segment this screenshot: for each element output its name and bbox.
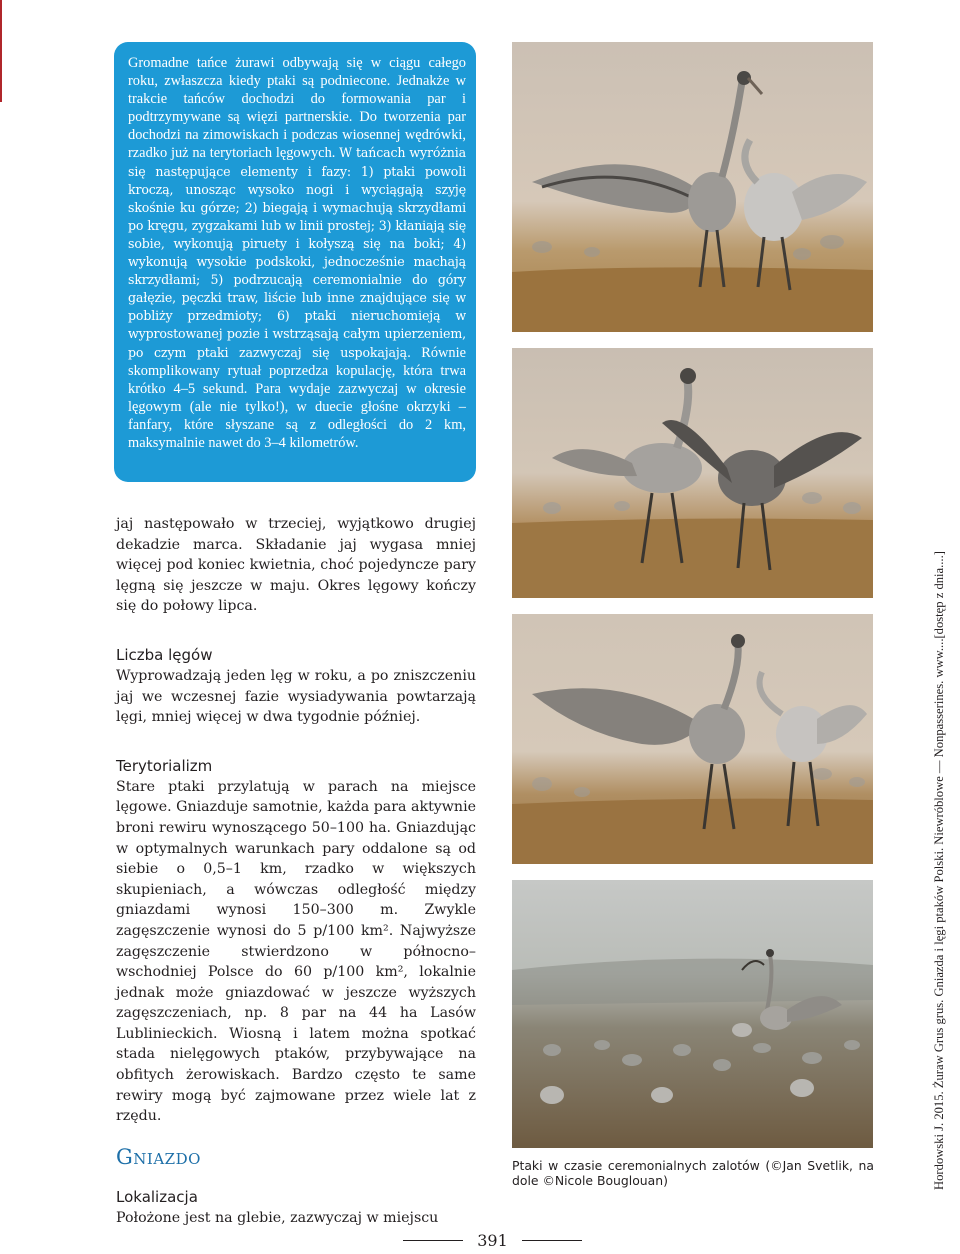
photo-caption: Ptaki w czasie ceremonialnych zalotów (©Jan Svetlik, na dole ©Nicole Bouglouan): [512, 1158, 874, 1188]
crane-photo-3: [512, 614, 873, 864]
crane-photo-4: [512, 880, 873, 1148]
side-reference: Hordowski J. 2015. Żuraw Grus grus. Gniazda i lęgi ptaków Polski. Niewróblowe — Nonpasserines. www....[dostęp z dnia....]: [932, 551, 946, 1190]
heading-lokalizacja: Lokalizacja: [116, 1187, 198, 1206]
heading-liczba-legow: Liczba lęgów: [116, 645, 213, 664]
terytorializm-paragraph: Stare ptaki przylatują w parach na miejsce lęgowe. Gniazduje samotnie, każda para aktywnie broni rewiru wynoszącego 50–100 ha. Gniazdując w optymalnych warunkach pary oddalone są od siebie o 0,5–1 km, rzadko w większych skupieniach, a wówczas odległość między gniazdami wynosi 150–300 m. Zwykle zagęszczenie wynosi do 5 p/100 km². Najwyższe zagęszczenie stwierdzono w północno–wschodniej Polsce do 60 p/100 km², lokalnie jednak może gniazdować w jeszcze wyższych zagęszczeniach, np. 8 par na 44 ha Lasów Lublinieckich. Wiosną i latem można spotkać stada nielęgowych ptaków, przybywające na obfitych żerowiskach. Bardzo często te same rewiry mogą być zajmowane przez wiele lat z rzędu.: [116, 778, 476, 1125]
info-box: [114, 42, 476, 482]
heading-terytorializm: Terytorializm: [116, 756, 213, 775]
lokalizacja-paragraph: Położone jest na glebie, zazwyczaj w miejscu: [116, 1209, 439, 1226]
info-box-text-1: Gromadne tańce żurawi odbywają się w ciągu całego roku, zwłaszcza kiedy ptaki są podniecone. Jednakże w trakcie tańców dochodzi do formowania par i podtrzymywane są więzi partnerskie. Do tworzenia par dochodzi na zimowiskach i podczas wiosennej wędrówki, rzadko już na terytoriach lęgowych.: [128, 55, 466, 162]
crane-photo-2: [512, 348, 873, 598]
info-box-text-2: W tańcach wyróżnia się następujące elementy i fazy: 1) ptaki powoli kroczą, unosząc wysoko nogi i wyciągają szyję skośnie ku górze; 2) biegają i wymachują skrzydłami po kręgu, zygzakami lub w linii prostej; 3) kłaniają się sobie, wykonują piruety i kołyszą się na boki; 4) wykonują wysokie podskoki, jednocześnie machają skrzydłami; 5) podrzucają ceremonialnie do góry gałęzie, pęczki traw, liście lub inne znajdujące się w pobliży przedmioty; 6) ptaki nieruchomieją w wyprostowanej pozie i wstrząsają całym upierzeniem, po czym ptaki zazwyczaj się uspokajają.: [128, 145, 466, 360]
section-heading-gniazdo: Gniazdo: [116, 1144, 201, 1169]
margin-accent-line: [0, 0, 2, 102]
main-column: [116, 514, 476, 1228]
crane-photo-1: [512, 42, 873, 332]
intro-paragraph: jaj następowało w trzeciej, wyjątkowo drugiej dekadzie marca. Składanie jaj wygasa mniej więcej pod koniec kwietnia, choć pojedyncze pary lęgną się jeszcze w maju. Okres lęgowy kończy się do połowy lipca.: [116, 516, 476, 615]
info-box-text-3: Równie skomplikowany rytuał poprzedza kopulację, która trwa krótko 4–5 sekund. Para wydaje zazwyczaj w okresie lęgowym (ale nie tylko!), w duecie głośne okrzyki – fanfary, które słyszane są z odległości do 2 km, maksymalnie nawet do 3–4 kilometrów.: [128, 344, 467, 451]
footer-rule-left: [403, 1240, 463, 1241]
page-number: 391: [477, 1230, 508, 1250]
page-footer: [400, 1226, 585, 1254]
footer-rule-right: [522, 1240, 582, 1241]
liczba-paragraph: Wyprowadzają jeden lęg w roku, a po zniszczeniu jaj we wczesnej fazie wysiadywania powtarzają lęgi, mniej więcej w dwa tygodnie później.: [116, 667, 476, 726]
